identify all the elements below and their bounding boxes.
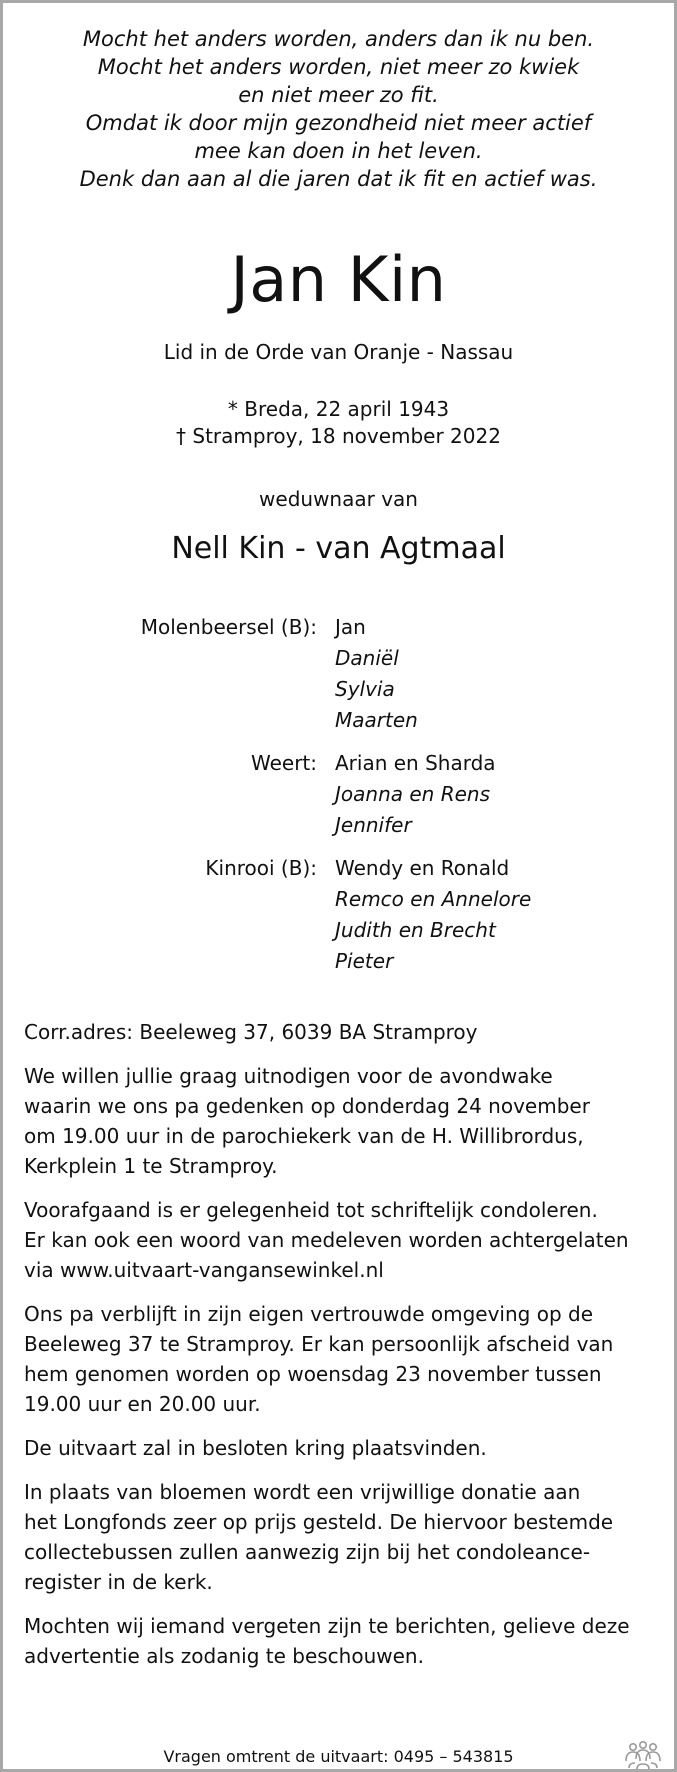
text-line: register in de kerk. [24,1570,213,1594]
text-line: hem genomen worden op woensdag 23 november tussen [24,1362,602,1386]
text-line: We willen jullie graag uitnodigen voor de avondwake [24,1064,553,1088]
text-line: De uitvaart zal in besloten kring plaatsvinden. [24,1436,487,1460]
family-group [3,748,674,841]
death-date: † Stramproy, 18 november 2022 [176,424,501,448]
people-group-icon [623,1741,663,1771]
family-names [335,612,418,736]
spouse-name: Nell Kin - van Agtmaal [171,531,506,566]
poem [3,25,674,193]
deceased-name: Jan Kin [230,243,447,316]
order-membership: Lid in de Orde van Oranje - Nassau [163,340,514,364]
text-line: Ons pa verblijft in zijn eigen vertrouwde omgeving op de [24,1302,593,1326]
family-names [335,853,531,977]
life-dates [3,396,674,450]
poem-line: Mocht het anders worden, niet meer zo kwiek [97,55,580,79]
correspondence-address [24,1017,658,1047]
text-line: Voorafgaand is er gelegenheid tot schriftelijk condoleren. [24,1198,598,1222]
poem-line: Omdat ik door mijn gezondheid niet meer actief [85,111,592,135]
text-line: Beeleweg 37 te Stramproy. Er kan persoonlijk afscheid van [24,1332,614,1356]
family-list [3,612,674,989]
text-line: Corr.adres: Beeleweg 37, 6039 BA Stramproy [24,1020,478,1044]
family-member: Maarten [335,708,418,732]
farewell-paragraph [24,1299,658,1419]
family-member: Jan [335,615,366,639]
family-member: Wendy en Ronald [335,856,510,880]
closing-paragraph [24,1611,658,1671]
family-names [335,748,496,841]
obituary-card [3,3,674,1769]
family-place: Kinrooi (B): [205,856,317,880]
poem-line: Mocht het anders worden, anders dan ik nu ben. [82,27,595,51]
text-line: Er kan ook een woord van medeleven worden achtergelaten [24,1228,629,1252]
family-member: Pieter [335,949,394,973]
text-line: Kerkplein 1 te Stramproy. [24,1154,278,1178]
donation-paragraph [24,1477,658,1597]
poem-line: mee kan doen in het leven. [194,139,483,163]
family-member: Joanna en Rens [335,782,490,806]
family-group [3,853,674,977]
poem-line: Denk dan aan al die jaren dat ik fit en actief was. [79,167,598,191]
family-member: Arian en Sharda [335,751,496,775]
condolence-paragraph [24,1195,658,1285]
private-funeral-paragraph [24,1433,658,1463]
family-member: Sylvia [335,677,395,701]
text-line: om 19.00 uur in de parochiekerk van de H. Willibrordus, [24,1124,584,1148]
family-group [3,612,674,736]
announcement-text [24,1017,658,1685]
text-line: In plaats van bloemen wordt een vrijwillige donatie aan [24,1480,581,1504]
family-member: Judith en Brecht [335,918,496,942]
text-line: 19.00 uur en 20.00 uur. [24,1392,261,1416]
text-line: waarin we ons pa gedenken op donderdag 24 november [24,1094,590,1118]
funeral-contact: Vragen omtrent de uitvaart: 0495 – 543815 [163,1747,514,1766]
family-member: Daniël [335,646,399,670]
birth-date: * Breda, 22 april 1943 [227,397,450,421]
text-line: het Longfonds zeer op prijs gesteld. De hiervoor bestemde [24,1510,614,1534]
text-line: advertentie als zodanig te beschouwen. [24,1644,424,1668]
family-place: Molenbeersel (B): [140,615,317,639]
vigil-paragraph [24,1061,658,1181]
widow-label: weduwnaar van [259,487,418,511]
family-member: Remco en Annelore [335,887,532,911]
text-line: via www.uitvaart-vangansewinkel.nl [24,1258,384,1282]
family-place: Weert: [250,751,317,775]
text-line: collectebussen zullen aanwezig zijn bij het condoleance- [24,1540,591,1564]
poem-line: en niet meer zo fit. [238,83,439,107]
family-member: Jennifer [335,813,412,837]
text-line: Mochten wij iemand vergeten zijn te berichten, gelieve deze [24,1614,630,1638]
